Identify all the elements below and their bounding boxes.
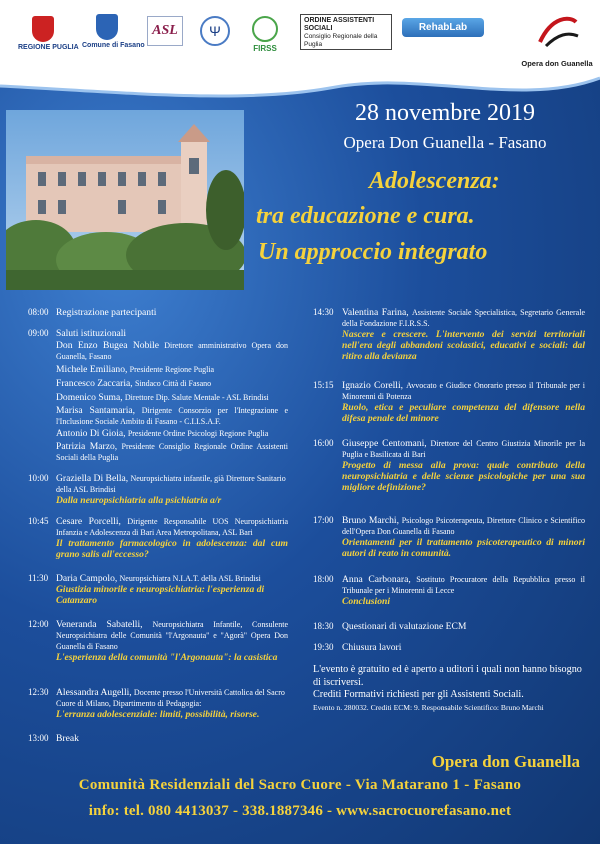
program-left-column: 08:00 Registrazione partecipanti 09:00 Saluti istituzionali Don Enzo Bugea Nobile Direttore amministrativo Opera don Guanella, Fasano Michele Emiliano, Presidente Regione Puglia Francesco Zaccaria, Sindaco Città di Fasano Domenico Suma, Direttore Dip. Salute Mentale - ASL Brindisi Marisa Santamaria, Dirigente Consorzio per l'Integrazione e l'Inclusione Sociale Ambito di Fasano - C.I.I.S.A.F. Antonio Di Gioia, Presidente Ordine Psicologi Regione Puglia Patrizia Marzo, Presidente Consiglio Regionale Ordine Assistenti Sociali della Puglia 10:00 Graziella Di Bella, Neuropsichiatra infantile, già Direttore Sanitario della ASL Brindisi Dalla neuropsichiatria alla psichiatria a/r 10:45 Cesare Porcelli, Dirigente Responsabile UOS Neuropsichiatria Infanzia e Adolescenza di Bari Area Metropolitana, ASL Bari Il trattamento farmacologico in adolescenza: dal cum grano salis all'eccesso? 11:30 Daria Campolo, Neuropsichiatra N.I.A.T. della ASL Brindisi Giustizia minorile e neuropsichiatria: l'esperienza di Catanzaro 12:00 Veneranda Sabatelli, Neuropsichiatra Infantile, Consulente Neuropsichiatra delle Comunità "l'Argonauta" e "Agorà" Opera Don Guanella di Fasano L'esperienza della comunità "l'Argonauta": la casistica 12:30 Alessandra Augelli, Docente presso l'Università Cattolica del Sacro Cuore di Milano, Dipartimento di Pedagogia: L'erranza adolescenziale: limiti, possibilità, risorse. 13:00 Break <box>28 307 289 744</box>
speaker: Antonio Di Gioia, Presidente Ordine Psicologi Regione Puglia <box>56 428 269 439</box>
program-right-column: 14:30 Valentina Farina, Assistente Sociale Specialistica, Segretario Generale della Fondazione F.I.R.S.S. Nascere e crescere. L'intervento dei servizi territoriali nell'era degli abbandoni scolastici, educativi e sociali: dal ritiro alla devianza 15:15 Ignazio Corelli, Avvocato e Giudice Onorario presso il Tribunale per i Minorenni di Potenza Ruolo, etica e peculiare competenza del difensore nella difesa penale del minore 16:00 Giuseppe Centomani, Direttore del Centro Giustizia Minorile per la Puglia e Basilicata di Bari Progetto di messa alla prova: quale contributo della neuropsichiatria e delle scienze psicologiche per una sua migliore definizione? 17:00 Bruno Marchi, Psicologo Psicoterapeuta, Direttore Clinico e Scientifico dell'Opera Don Guanella di Fasano Orientamenti per il trattamento psicoterapeutico di minori autori di reato in comunità. 18:00 Anna Carbonara, Sostituto Procuratore della Repubblica presso il Tribunale per i Minorenni di Lecce Conclusioni 18:30 Questionari di valutazione ECM 19:30 Chiusura lavori <box>313 307 586 653</box>
ordine-assistenti-sociali-logo: ORDINE ASSISTENTI SOCIALI Consiglio Regionale della Puglia <box>300 14 392 50</box>
comune-fasano-logo: Comune di Fasano <box>82 14 132 49</box>
speaker: Michele Emiliano, Presidente Regione Puglia <box>56 364 215 375</box>
psi-icon: Ψ <box>200 16 230 46</box>
info-ecm: Evento n. 280032. Crediti ECM: 9. Responsabile Scientifico: Bruno Marchi <box>313 702 544 712</box>
footer-contacts: info: tel. 080 4413037 - 338.1887346 - www.sacrocuorefasano.net <box>88 803 512 819</box>
speaker: Patrizia Marzo, Presidente Consiglio Regionale Ordine Assistenti Sociali della Puglia <box>56 441 288 462</box>
speaker: Marisa Santamaria, Dirigente Consorzio per l'Integrazione e l'Inclusione Sociale Ambito di Fasano - C.I.I.S.A.F. <box>56 405 288 426</box>
event-venue: Opera Don Guanella - Fasano <box>343 133 547 152</box>
title-line-2: tra educazione e cura. <box>256 203 475 229</box>
footer-address: Comunità Residenziali del Sacro Cuore - Via Matarano 1 - Fasano <box>78 777 522 793</box>
title-line-1: Adolescenza: <box>369 168 500 194</box>
speaker: Francesco Zaccaria, Sindaco Città di Fasano <box>56 378 212 389</box>
opera-guanella-logo: Opera don Guanella <box>520 12 594 68</box>
footer-organization: Opera don Guanella <box>431 752 580 771</box>
info-credits: Crediti Formativi richiesti per gli Assistenti Sociali. <box>313 689 524 700</box>
title-line-3: Un approccio integrato <box>258 239 488 265</box>
speaker: Domenico Suma, Direttore Dip. Salute Mentale - ASL Brindisi <box>56 392 269 403</box>
asl-logo: ASL <box>140 16 190 46</box>
speaker: Don Enzo Bugea Nobile Direttore amministrativo Opera don Guanella, Fasano <box>56 340 289 361</box>
event-date: 28 novembre 2019 <box>355 100 535 126</box>
event-info <box>313 664 585 714</box>
firss-logo: FIRSS <box>245 16 285 53</box>
info-free-entry: L'evento è gratuito ed è aperto a uditori i quali non hanno bisogno di iscriversi. <box>313 664 582 688</box>
rehablab-logo: RehabLab <box>402 18 484 37</box>
regione-puglia-logo: REGIONE PUGLIA <box>18 16 68 51</box>
